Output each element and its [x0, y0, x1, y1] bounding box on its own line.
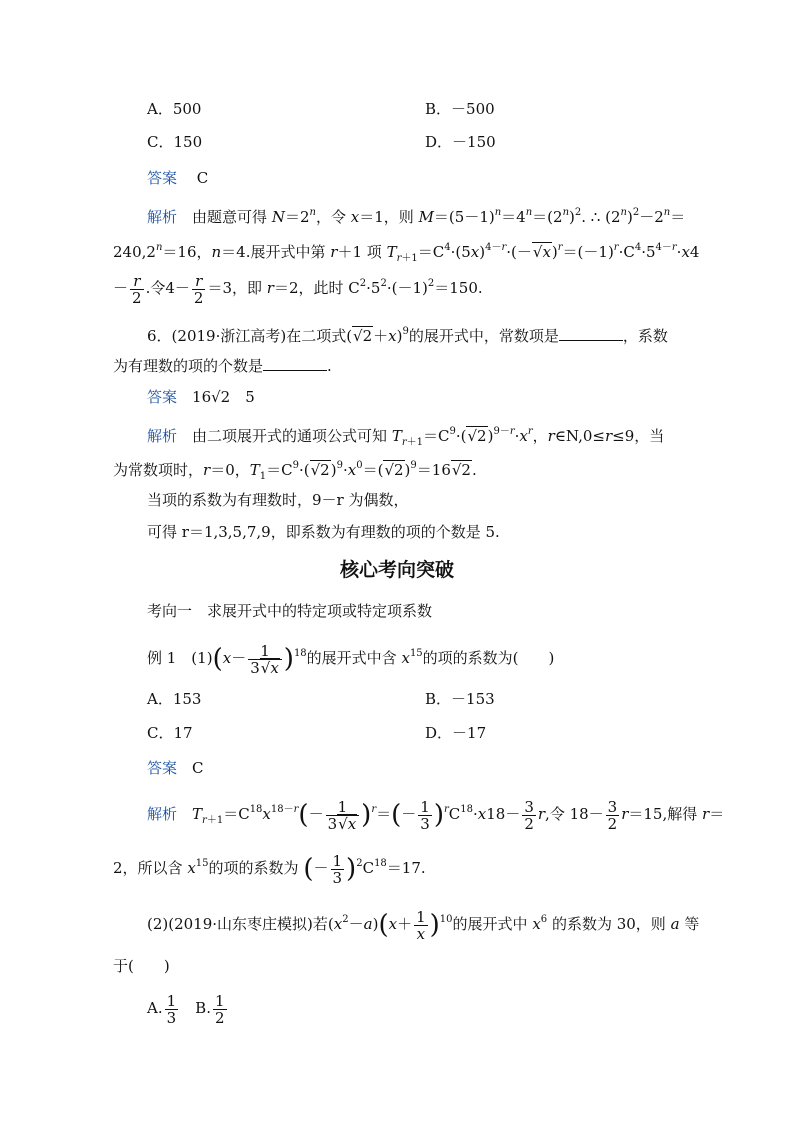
- q6-answer: 答案 16√2 5: [147, 388, 255, 406]
- answer-label: 答案: [147, 169, 178, 187]
- q5-option-b: B．－500: [425, 100, 495, 118]
- q5-analysis-line2: $240,2^n=16$，n＝4.展开式中第 r＋1 项 $T_{r+1}=C^4\cdot(5x)^{4-r}\cdot(-√x)^r=(-1)^r\cdot C^4\cdot 5^{4-r}\cdot x4$: [113, 242, 700, 264]
- q5-answer: [147, 168, 208, 188]
- ex1-option-a: A．153: [147, 690, 202, 708]
- q5-option-a: A．500: [147, 100, 202, 118]
- q6-stem-line2: 为有理数的项的个数是 .: [113, 357, 332, 375]
- q6-analysis-line3: 当项的系数为有理数时，9－r 为偶数，: [147, 491, 409, 509]
- q6-analysis-line2: 为常数项时，r＝0，$T_1=C^9\cdot(√2)^9\cdot x^0=(√2)^9=16√2$.: [113, 460, 477, 482]
- ex1-stem: 例 1 (1)(x－ $\frac{1}{3√x}$ )$^{18}$的展开式中含 $x^{15}$的项的系数为( ): [147, 641, 555, 677]
- answer-value: C: [196, 169, 209, 187]
- ex1-part2-options: A. $\frac{1}{3}$ B. $\frac{1}{2}$: [147, 991, 225, 1027]
- topic-heading: 考向一 求展开式中的特定项或特定项系数: [147, 602, 433, 620]
- q6-analysis-line4: 可得 r＝1,3,5,7,9，即系数为有理数的项的个数是 5.: [147, 523, 500, 541]
- ex1-part2-stem: (2)(2019·山东枣庄模拟)若$(x^2-a)(x+$ $\frac{1}{x}$ )$^{10}$的展开式中 $x^6$ 的系数为 30，则 a 等: [147, 907, 700, 943]
- q5-analysis-line1: 解析 由题意可得 $N=2^n$，令 x＝1，则 $M=(5-1)^n=4^n=(2^n)^2$. ∴ $(2^n)^2-2^n=$: [147, 207, 686, 226]
- answer-blank-1[interactable]: [559, 326, 623, 341]
- ex1-option-c: C．17: [147, 724, 193, 742]
- ex1-option-d: D．－17: [425, 724, 487, 742]
- ex1-analysis-line1: 解析 $T_{r+1}=C^{18}x^{18-r}(-$ $\frac{1}{3√x}$ )$^r$＝(－ $\frac{1}{3}$ )$^rC^{18}\cdot x18-$ $\frac{3}{2}$ r,令 18－ $\frac{3}{2}$ r＝15,解得 r＝: [147, 797, 725, 833]
- q5-option-c: C．150: [147, 133, 203, 151]
- answer-blank-2[interactable]: [263, 356, 327, 371]
- ex1-option-b: B．－153: [425, 690, 495, 708]
- section-title: 核心考向突破: [339, 559, 454, 581]
- ex1-analysis-line2: 2，所以含 $x^{15}$的项的系数为 (－ $\frac{1}{3}$ )$^2C^{18}=17$.: [113, 851, 426, 887]
- q5-analysis-line3: － $\frac{r}{2}$ .令4－ $\frac{r}{2}$ ＝3，即 r＝2，此时 $C^2\cdot 5^2\cdot(-1)^2=150$.: [113, 271, 483, 307]
- q6-analysis-line1: 解析 由二项展开式的通项公式可知 $T_{r+1}=C^9\cdot(√2)^{9-r}\cdot x^r$，r∈N,0≤r≤9，当: [147, 426, 665, 448]
- ex1-part2-stem-line2: 于( ): [113, 957, 170, 975]
- q5-option-d: D．－150: [425, 133, 496, 151]
- q6-stem-line1: 6．(2019·浙江高考)在二项式$(√2+x)^9$的展开式中，常数项是 ，系数: [147, 326, 668, 345]
- ex1-answer: 答案 C: [147, 759, 204, 777]
